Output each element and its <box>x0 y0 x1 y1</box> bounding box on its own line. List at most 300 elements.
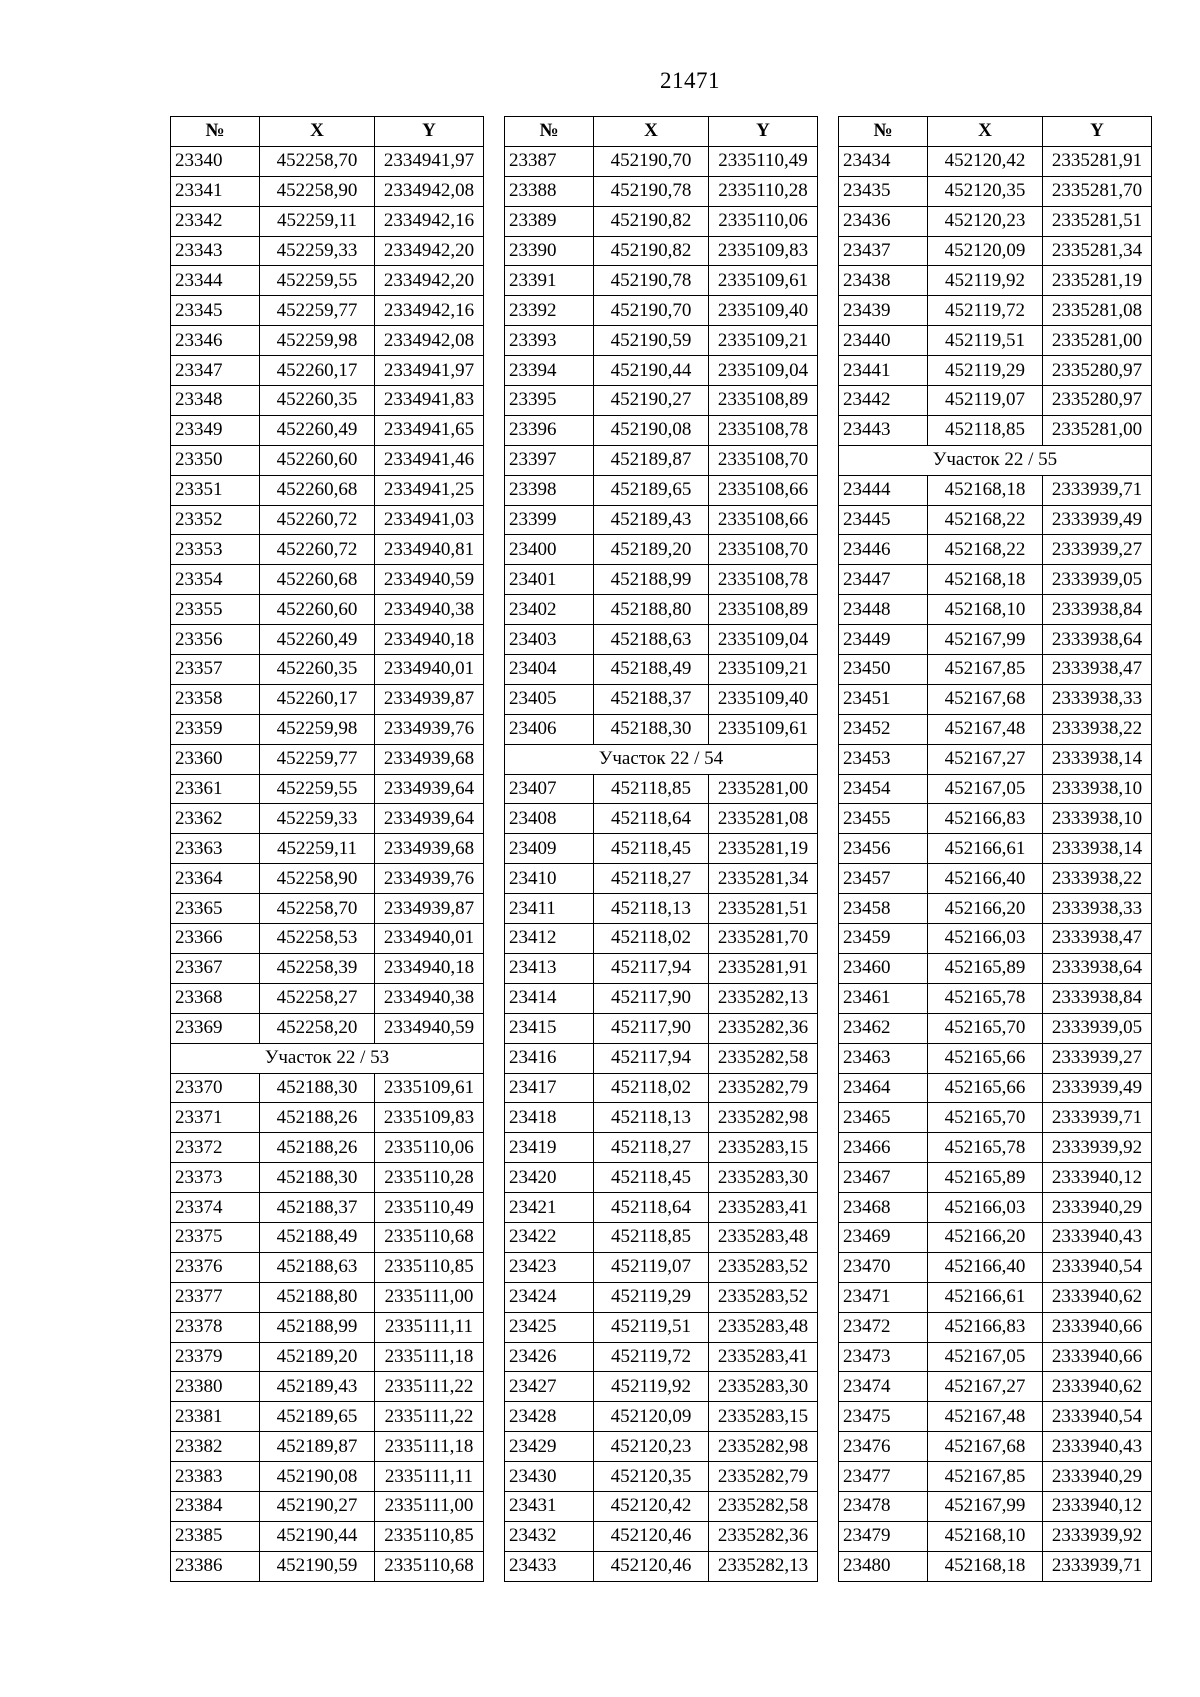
y-coordinate: 2334940,59 <box>375 565 484 595</box>
header-number: № <box>839 117 928 147</box>
table-row <box>839 1342 1152 1372</box>
point-number: 23361 <box>171 774 260 804</box>
point-number: 23432 <box>505 1521 594 1551</box>
y-coordinate: 2333938,14 <box>1043 834 1152 864</box>
table-row <box>171 953 484 983</box>
point-number: 23430 <box>505 1462 594 1492</box>
point-number: 23411 <box>505 894 594 924</box>
y-coordinate: 2335109,61 <box>709 266 818 296</box>
y-coordinate: 2335108,70 <box>709 535 818 565</box>
y-coordinate: 2335109,40 <box>709 684 818 714</box>
table-row <box>839 1073 1152 1103</box>
section-title: Участок 22 / 55 <box>839 445 1152 475</box>
table-row <box>505 236 818 266</box>
point-number: 23466 <box>839 1133 928 1163</box>
y-coordinate: 2334940,38 <box>375 983 484 1013</box>
point-number: 23384 <box>171 1491 260 1521</box>
table-row <box>505 535 818 565</box>
x-coordinate: 452188,26 <box>260 1133 375 1163</box>
table-row <box>171 924 484 954</box>
y-coordinate: 2335281,70 <box>1043 176 1152 206</box>
x-coordinate: 452189,20 <box>594 535 709 565</box>
point-number: 23470 <box>839 1252 928 1282</box>
point-number: 23376 <box>171 1252 260 1282</box>
table-row <box>839 983 1152 1013</box>
x-coordinate: 452165,70 <box>928 1103 1043 1133</box>
point-number: 23364 <box>171 864 260 894</box>
point-number: 23379 <box>171 1342 260 1372</box>
point-number: 23343 <box>171 236 260 266</box>
point-number: 23456 <box>839 834 928 864</box>
table-row <box>171 595 484 625</box>
x-coordinate: 452166,61 <box>928 834 1043 864</box>
x-coordinate: 452118,85 <box>594 774 709 804</box>
table-row <box>171 146 484 176</box>
y-coordinate: 2333940,29 <box>1043 1462 1152 1492</box>
table-row <box>839 1133 1152 1163</box>
point-number: 23474 <box>839 1372 928 1402</box>
point-number: 23478 <box>839 1491 928 1521</box>
x-coordinate: 452165,70 <box>928 1013 1043 1043</box>
table-row <box>839 1491 1152 1521</box>
x-coordinate: 452167,68 <box>928 1432 1043 1462</box>
table-row <box>839 146 1152 176</box>
header-y: Y <box>709 117 818 147</box>
x-coordinate: 452165,66 <box>928 1073 1043 1103</box>
table-row <box>505 356 818 386</box>
x-coordinate: 452120,23 <box>594 1432 709 1462</box>
header-number: № <box>171 117 260 147</box>
point-number: 23465 <box>839 1103 928 1133</box>
y-coordinate: 2335110,28 <box>375 1163 484 1193</box>
table-row <box>171 386 484 416</box>
table-row <box>839 625 1152 655</box>
table-row <box>839 236 1152 266</box>
table-row <box>505 1043 818 1073</box>
y-coordinate: 2335109,04 <box>709 356 818 386</box>
point-number: 23415 <box>505 1013 594 1043</box>
y-coordinate: 2335282,79 <box>709 1462 818 1492</box>
point-number: 23469 <box>839 1222 928 1252</box>
y-coordinate: 2335282,79 <box>709 1073 818 1103</box>
point-number: 23407 <box>505 774 594 804</box>
point-number: 23459 <box>839 924 928 954</box>
y-coordinate: 2335282,98 <box>709 1432 818 1462</box>
x-coordinate: 452188,26 <box>260 1103 375 1133</box>
x-coordinate: 452118,64 <box>594 804 709 834</box>
table-row <box>839 804 1152 834</box>
point-number: 23372 <box>171 1133 260 1163</box>
point-number: 23460 <box>839 953 928 983</box>
x-coordinate: 452190,59 <box>594 326 709 356</box>
point-number: 23450 <box>839 655 928 685</box>
table-row <box>839 924 1152 954</box>
x-coordinate: 452188,99 <box>594 565 709 595</box>
table-row <box>505 1252 818 1282</box>
table-row <box>505 296 818 326</box>
x-coordinate: 452118,13 <box>594 1103 709 1133</box>
x-coordinate: 452168,18 <box>928 1551 1043 1581</box>
point-number: 23341 <box>171 176 260 206</box>
table-row <box>505 326 818 356</box>
table-row <box>839 1013 1152 1043</box>
x-coordinate: 452118,02 <box>594 924 709 954</box>
y-coordinate: 2333939,05 <box>1043 565 1152 595</box>
table-row <box>505 1491 818 1521</box>
y-coordinate: 2335111,22 <box>375 1372 484 1402</box>
y-coordinate: 2333940,62 <box>1043 1282 1152 1312</box>
x-coordinate: 452190,27 <box>594 386 709 416</box>
table-row <box>505 1193 818 1223</box>
x-coordinate: 452190,70 <box>594 296 709 326</box>
table-row <box>839 176 1152 206</box>
y-coordinate: 2334940,81 <box>375 535 484 565</box>
x-coordinate: 452259,77 <box>260 744 375 774</box>
y-coordinate: 2335281,91 <box>1043 146 1152 176</box>
x-coordinate: 452190,59 <box>260 1551 375 1581</box>
y-coordinate: 2333940,43 <box>1043 1432 1152 1462</box>
point-number: 23392 <box>505 296 594 326</box>
table-row <box>171 1372 484 1402</box>
point-number: 23357 <box>171 655 260 685</box>
point-number: 23406 <box>505 714 594 744</box>
header-number: № <box>505 117 594 147</box>
table-row <box>505 146 818 176</box>
point-number: 23435 <box>839 176 928 206</box>
y-coordinate: 2333938,33 <box>1043 684 1152 714</box>
y-coordinate: 2335281,08 <box>1043 296 1152 326</box>
x-coordinate: 452189,65 <box>260 1402 375 1432</box>
table-row <box>839 266 1152 296</box>
x-coordinate: 452119,92 <box>594 1372 709 1402</box>
table-row <box>171 714 484 744</box>
x-coordinate: 452258,70 <box>260 146 375 176</box>
table-row <box>839 655 1152 685</box>
x-coordinate: 452165,78 <box>928 1133 1043 1163</box>
point-number: 23365 <box>171 894 260 924</box>
table-row <box>505 1312 818 1342</box>
table-row <box>505 1163 818 1193</box>
point-number: 23438 <box>839 266 928 296</box>
table-row <box>171 1193 484 1223</box>
header-x: X <box>594 117 709 147</box>
y-coordinate: 2335108,70 <box>709 445 818 475</box>
x-coordinate: 452259,11 <box>260 834 375 864</box>
y-coordinate: 2335280,97 <box>1043 356 1152 386</box>
y-coordinate: 2335283,15 <box>709 1133 818 1163</box>
y-coordinate: 2335108,89 <box>709 386 818 416</box>
x-coordinate: 452258,20 <box>260 1013 375 1043</box>
y-coordinate: 2334941,83 <box>375 386 484 416</box>
point-number: 23350 <box>171 445 260 475</box>
table-row <box>505 565 818 595</box>
x-coordinate: 452167,85 <box>928 655 1043 685</box>
y-coordinate: 2335281,08 <box>709 804 818 834</box>
point-number: 23362 <box>171 804 260 834</box>
point-number: 23416 <box>505 1043 594 1073</box>
table-header-row <box>839 117 1152 147</box>
x-coordinate: 452259,98 <box>260 714 375 744</box>
table-header-row <box>505 117 818 147</box>
point-number: 23378 <box>171 1312 260 1342</box>
x-coordinate: 452119,51 <box>594 1312 709 1342</box>
table-row <box>505 864 818 894</box>
y-coordinate: 2335111,22 <box>375 1402 484 1432</box>
y-coordinate: 2335281,34 <box>709 864 818 894</box>
y-coordinate: 2334939,68 <box>375 834 484 864</box>
y-coordinate: 2335111,00 <box>375 1282 484 1312</box>
point-number: 23431 <box>505 1491 594 1521</box>
point-number: 23463 <box>839 1043 928 1073</box>
y-coordinate: 2335111,18 <box>375 1342 484 1372</box>
x-coordinate: 452165,89 <box>928 1163 1043 1193</box>
table-row <box>839 1521 1152 1551</box>
table-row <box>839 1222 1152 1252</box>
point-number: 23472 <box>839 1312 928 1342</box>
point-number: 23477 <box>839 1462 928 1492</box>
point-number: 23399 <box>505 505 594 535</box>
point-number: 23395 <box>505 386 594 416</box>
point-number: 23388 <box>505 176 594 206</box>
x-coordinate: 452118,13 <box>594 894 709 924</box>
y-coordinate: 2333940,12 <box>1043 1491 1152 1521</box>
x-coordinate: 452167,85 <box>928 1462 1043 1492</box>
table-row <box>839 953 1152 983</box>
point-number: 23455 <box>839 804 928 834</box>
x-coordinate: 452167,48 <box>928 1402 1043 1432</box>
table-row <box>839 1163 1152 1193</box>
y-coordinate: 2334939,76 <box>375 864 484 894</box>
y-coordinate: 2334939,87 <box>375 684 484 714</box>
y-coordinate: 2333938,22 <box>1043 714 1152 744</box>
table-row <box>839 1551 1152 1581</box>
point-number: 23353 <box>171 535 260 565</box>
y-coordinate: 2335108,89 <box>709 595 818 625</box>
y-coordinate: 2334939,64 <box>375 804 484 834</box>
point-number: 23354 <box>171 565 260 595</box>
point-number: 23424 <box>505 1282 594 1312</box>
x-coordinate: 452119,72 <box>928 296 1043 326</box>
point-number: 23404 <box>505 655 594 685</box>
table-row <box>505 206 818 236</box>
x-coordinate: 452168,18 <box>928 565 1043 595</box>
y-coordinate: 2333938,10 <box>1043 774 1152 804</box>
point-number: 23452 <box>839 714 928 744</box>
x-coordinate: 452189,43 <box>260 1372 375 1402</box>
x-coordinate: 452188,37 <box>260 1193 375 1223</box>
table-row <box>505 415 818 445</box>
point-number: 23359 <box>171 714 260 744</box>
point-number: 23461 <box>839 983 928 1013</box>
point-number: 23360 <box>171 744 260 774</box>
point-number: 23449 <box>839 625 928 655</box>
point-number: 23410 <box>505 864 594 894</box>
x-coordinate: 452190,08 <box>260 1462 375 1492</box>
table-row <box>171 864 484 894</box>
y-coordinate: 2333938,47 <box>1043 924 1152 954</box>
table-row <box>171 326 484 356</box>
y-coordinate: 2335283,30 <box>709 1372 818 1402</box>
point-number: 23346 <box>171 326 260 356</box>
table-row <box>505 774 818 804</box>
point-number: 23369 <box>171 1013 260 1043</box>
point-number: 23385 <box>171 1521 260 1551</box>
x-coordinate: 452188,37 <box>594 684 709 714</box>
y-coordinate: 2335108,78 <box>709 415 818 445</box>
y-coordinate: 2334939,76 <box>375 714 484 744</box>
table-row <box>505 1372 818 1402</box>
point-number: 23383 <box>171 1462 260 1492</box>
x-coordinate: 452120,42 <box>928 146 1043 176</box>
y-coordinate: 2335281,91 <box>709 953 818 983</box>
x-coordinate: 452166,20 <box>928 1222 1043 1252</box>
point-number: 23443 <box>839 415 928 445</box>
point-number: 23422 <box>505 1222 594 1252</box>
y-coordinate: 2335282,36 <box>709 1521 818 1551</box>
table-row <box>505 625 818 655</box>
y-coordinate: 2333940,43 <box>1043 1222 1152 1252</box>
table-row <box>171 774 484 804</box>
table-row <box>839 1462 1152 1492</box>
table-row <box>171 684 484 714</box>
point-number: 23426 <box>505 1342 594 1372</box>
point-number: 23418 <box>505 1103 594 1133</box>
x-coordinate: 452165,78 <box>928 983 1043 1013</box>
x-coordinate: 452188,80 <box>594 595 709 625</box>
y-coordinate: 2334942,20 <box>375 236 484 266</box>
x-coordinate: 452189,43 <box>594 505 709 535</box>
point-number: 23382 <box>171 1432 260 1462</box>
y-coordinate: 2335111,11 <box>375 1462 484 1492</box>
table-row <box>505 1432 818 1462</box>
point-number: 23412 <box>505 924 594 954</box>
point-number: 23423 <box>505 1252 594 1282</box>
point-number: 23413 <box>505 953 594 983</box>
y-coordinate: 2335283,15 <box>709 1402 818 1432</box>
point-number: 23414 <box>505 983 594 1013</box>
table-row <box>839 415 1152 445</box>
y-coordinate: 2335111,00 <box>375 1491 484 1521</box>
y-coordinate: 2335281,00 <box>709 774 818 804</box>
point-number: 23358 <box>171 684 260 714</box>
x-coordinate: 452117,90 <box>594 1013 709 1043</box>
y-coordinate: 2334940,01 <box>375 924 484 954</box>
y-coordinate: 2334939,68 <box>375 744 484 774</box>
x-coordinate: 452120,46 <box>594 1521 709 1551</box>
y-coordinate: 2335283,48 <box>709 1222 818 1252</box>
x-coordinate: 452118,85 <box>594 1222 709 1252</box>
table-row <box>505 475 818 505</box>
y-coordinate: 2335282,13 <box>709 1551 818 1581</box>
table-row <box>505 983 818 1013</box>
y-coordinate: 2333940,62 <box>1043 1372 1152 1402</box>
table-row <box>505 655 818 685</box>
x-coordinate: 452260,68 <box>260 565 375 595</box>
section-row <box>505 744 818 774</box>
table-row <box>171 625 484 655</box>
y-coordinate: 2335281,70 <box>709 924 818 954</box>
y-coordinate: 2335281,00 <box>1043 415 1152 445</box>
table-row <box>171 236 484 266</box>
point-number: 23448 <box>839 595 928 625</box>
x-coordinate: 452190,44 <box>260 1521 375 1551</box>
table-row <box>505 714 818 744</box>
table-row <box>171 475 484 505</box>
y-coordinate: 2335282,58 <box>709 1491 818 1521</box>
table-row <box>505 1222 818 1252</box>
y-coordinate: 2335110,68 <box>375 1222 484 1252</box>
table-row <box>171 744 484 774</box>
x-coordinate: 452119,29 <box>928 356 1043 386</box>
x-coordinate: 452260,49 <box>260 415 375 445</box>
y-coordinate: 2335280,97 <box>1043 386 1152 416</box>
y-coordinate: 2334941,03 <box>375 505 484 535</box>
point-number: 23445 <box>839 505 928 535</box>
table-row <box>839 1402 1152 1432</box>
y-coordinate: 2335110,68 <box>375 1551 484 1581</box>
table-row <box>839 206 1152 236</box>
table-row <box>171 834 484 864</box>
table-row <box>505 266 818 296</box>
y-coordinate: 2334939,64 <box>375 774 484 804</box>
header-y: Y <box>375 117 484 147</box>
point-number: 23345 <box>171 296 260 326</box>
x-coordinate: 452190,82 <box>594 236 709 266</box>
table-row <box>505 176 818 206</box>
x-coordinate: 452167,27 <box>928 744 1043 774</box>
table-row <box>171 565 484 595</box>
x-coordinate: 452188,49 <box>594 655 709 685</box>
y-coordinate: 2335281,19 <box>709 834 818 864</box>
point-number: 23370 <box>171 1073 260 1103</box>
x-coordinate: 452258,90 <box>260 176 375 206</box>
x-coordinate: 452188,30 <box>260 1163 375 1193</box>
y-coordinate: 2335283,48 <box>709 1312 818 1342</box>
y-coordinate: 2335109,61 <box>709 714 818 744</box>
point-number: 23363 <box>171 834 260 864</box>
section-title: Участок 22 / 53 <box>171 1043 484 1073</box>
x-coordinate: 452166,03 <box>928 924 1043 954</box>
y-coordinate: 2333939,71 <box>1043 475 1152 505</box>
table-row <box>171 415 484 445</box>
point-number: 23394 <box>505 356 594 386</box>
x-coordinate: 452166,61 <box>928 1282 1043 1312</box>
x-coordinate: 452167,48 <box>928 714 1043 744</box>
table-row <box>505 595 818 625</box>
table-row <box>171 1073 484 1103</box>
y-coordinate: 2333940,66 <box>1043 1342 1152 1372</box>
x-coordinate: 452259,77 <box>260 296 375 326</box>
point-number: 23457 <box>839 864 928 894</box>
coordinate-table-2 <box>504 116 818 1582</box>
x-coordinate: 452119,92 <box>928 266 1043 296</box>
y-coordinate: 2333940,12 <box>1043 1163 1152 1193</box>
point-number: 23427 <box>505 1372 594 1402</box>
x-coordinate: 452120,35 <box>928 176 1043 206</box>
y-coordinate: 2334940,18 <box>375 953 484 983</box>
point-number: 23444 <box>839 475 928 505</box>
y-coordinate: 2335108,66 <box>709 475 818 505</box>
y-coordinate: 2335110,06 <box>709 206 818 236</box>
point-number: 23476 <box>839 1432 928 1462</box>
x-coordinate: 452260,60 <box>260 595 375 625</box>
x-coordinate: 452167,27 <box>928 1372 1043 1402</box>
x-coordinate: 452120,23 <box>928 206 1043 236</box>
table-row <box>171 176 484 206</box>
x-coordinate: 452119,29 <box>594 1282 709 1312</box>
table-row <box>171 1432 484 1462</box>
x-coordinate: 452120,46 <box>594 1551 709 1581</box>
